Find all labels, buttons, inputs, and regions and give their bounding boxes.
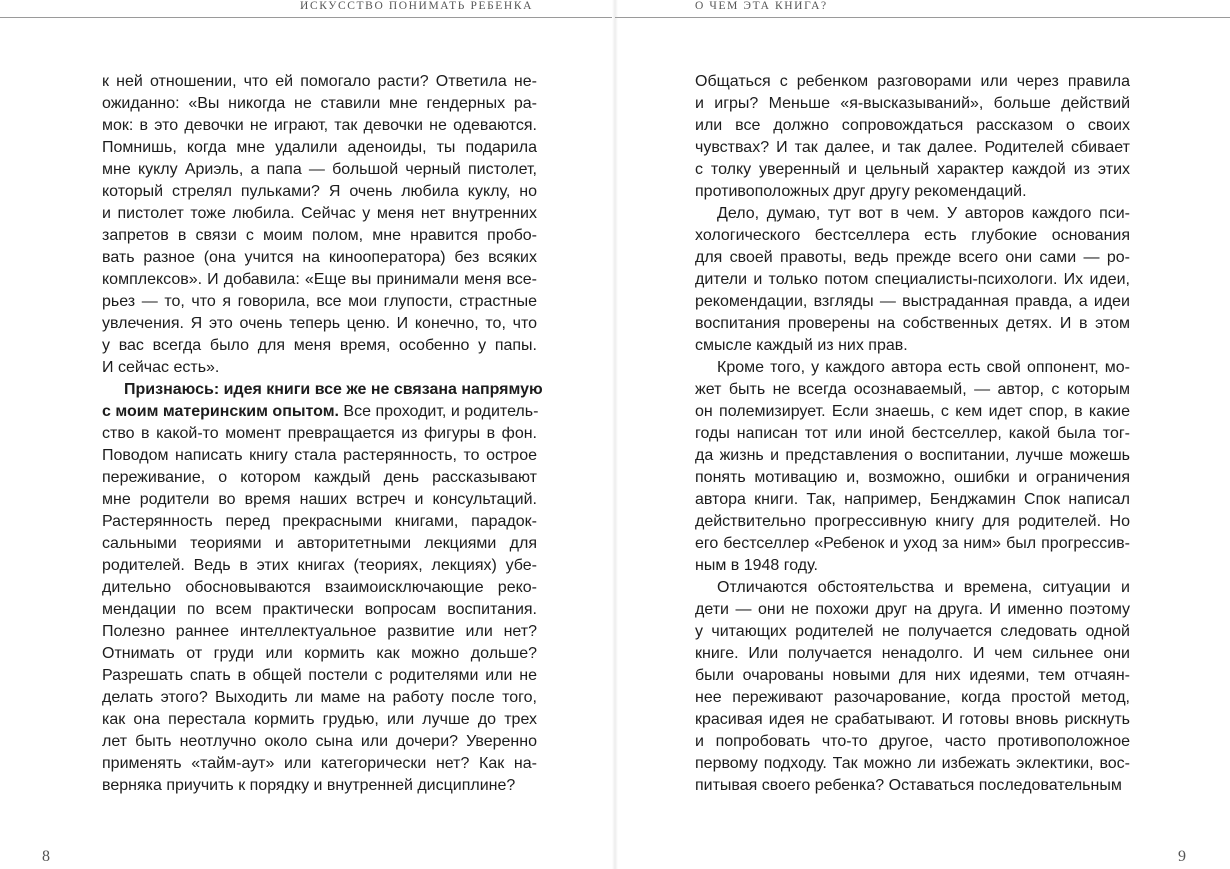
line-text: понять мотивацию и, возможно, ошибки и ограничения [695, 469, 1130, 486]
bold-text: с моим материнским опытом. [102, 403, 339, 420]
text-line [695, 731, 1130, 753]
text-line [102, 709, 537, 731]
line-text: чувствах? И так далее, и так далее. Родителей сбивает [695, 139, 1130, 156]
text-line [695, 423, 1130, 445]
line-text: питывая своего ребенка? Оставаться последовательным [695, 777, 1122, 794]
line-text: Помнишь, когда мне удалили аденоиды, ты подарила [102, 139, 537, 156]
text-line [102, 643, 537, 665]
line-text: рекомендации, взгляды — выстраданная правда, а идеи [695, 293, 1130, 310]
line-text: с толку уверенный и цельный характер каждой из этих [695, 161, 1130, 178]
line-text: и попробовать что-то другое, часто противоположное [695, 733, 1130, 750]
text-line [695, 159, 1130, 181]
right-page-text [695, 71, 1130, 797]
text-line [102, 731, 537, 753]
text-line [102, 313, 537, 335]
line-text: он полемизирует. Если знаешь, с кем идет спор, в какие [695, 403, 1130, 420]
text-line [102, 247, 537, 269]
line-text: у читающих родителей не получается следовать одной [695, 623, 1130, 640]
line-text: у вас всегда было для меня время, особенно у папы. [102, 337, 537, 354]
line-text: Кроме того, у каждого автора есть свой оппонент, мо- [717, 359, 1130, 376]
line-text: воспитания проверены на собственных детях. И в этом [695, 315, 1130, 332]
text-line [695, 313, 1130, 335]
text-line [695, 93, 1130, 115]
text-line [102, 225, 537, 247]
line-text: лет быть неотлучно около сына или дочери? Уверенно [102, 733, 537, 750]
line-text: мне куклу Ариэль, а папа — большой черный пистолет, [102, 161, 537, 178]
line-text: противоположных друг другу рекомендаций. [695, 183, 1027, 200]
text-line [102, 511, 537, 533]
text-line [102, 687, 537, 709]
line-text: верняка приучить к порядку и внутренней дисциплине? [102, 777, 516, 794]
text-line [695, 247, 1130, 269]
line-text: родителей. Ведь в этих книгах (теориях, лекциях) убе- [102, 557, 537, 574]
bold-text: Признаюсь: идея книги все же не связана напрямую [124, 381, 543, 398]
text-line [102, 401, 537, 423]
line-text: И сейчас есть». [102, 359, 220, 376]
text-line [102, 753, 537, 775]
text-line [102, 203, 537, 225]
text-line [695, 599, 1130, 621]
text-line [695, 709, 1130, 731]
text-line [695, 489, 1130, 511]
text-line [102, 665, 537, 687]
text-line [102, 775, 537, 797]
line-text: годы написан тот или иной бестселлер, какой была тог- [695, 425, 1130, 442]
line-text: да жизнь и представления о воспитании, лучше можешь [695, 447, 1130, 464]
line-text: хологического бестселлера есть глубокие основания [695, 227, 1130, 244]
text-line [695, 137, 1130, 159]
line-text: жет быть не всегда осознаваемый, — автор, с которым [695, 381, 1130, 398]
text-line [102, 357, 537, 379]
line-text: нее переживают разочарование, когда простой метод, [695, 689, 1130, 706]
text-line [695, 335, 1130, 357]
text-line [102, 423, 537, 445]
line-text: мне родители во время наших встреч и консультаций. [102, 491, 537, 508]
line-text: дети — они не похожи друг на друга. И именно поэтому [695, 601, 1130, 618]
page-number-left: 8 [42, 848, 50, 865]
text-line [102, 159, 537, 181]
line-text: к ней отношении, что ей помогало расти? Ответила не- [102, 73, 537, 90]
line-text: действительно прогрессивную книгу для родителей. Но [695, 513, 1130, 530]
line-text: Все проходит, и родитель- [338, 403, 539, 420]
text-line [695, 115, 1130, 137]
text-line [695, 555, 1130, 577]
text-line [695, 225, 1130, 247]
header-rule-left [0, 17, 614, 18]
text-line [102, 445, 537, 467]
text-line [695, 401, 1130, 423]
line-text: Общаться с ребенком разговорами или через правила [695, 73, 1130, 90]
line-text: красивая идея не срабатывают. И готовы вновь рискнуть [695, 711, 1130, 728]
line-text: рьез — то, что я говорила, все мои глупости, страстные [102, 293, 537, 310]
line-text: смысле каждый из них прав. [695, 337, 908, 354]
text-line [102, 93, 537, 115]
header-rule-right [615, 17, 1230, 18]
text-line [102, 269, 537, 291]
text-line [695, 71, 1130, 93]
line-text: Отнимать от груди или кормить как можно дольше? [102, 645, 537, 662]
text-line [102, 621, 537, 643]
text-line [102, 379, 543, 401]
line-text: мок: в это девочки не играют, так девочки не одеваются. [102, 117, 537, 134]
right-page [615, 0, 1230, 869]
text-line [695, 291, 1130, 313]
text-line [102, 467, 537, 489]
line-text: вать разное (она учится на кинооператора) без всяких [102, 249, 537, 266]
line-text: книге. Или получается ненадолго. И чем сильнее они [695, 645, 1130, 662]
text-line [102, 599, 537, 621]
text-line [695, 665, 1130, 687]
line-text: сальными теориями и авторитетными лекциями для [102, 535, 537, 552]
line-text: Дело, думаю, тут вот в чем. У авторов каждого пси- [717, 205, 1130, 222]
line-text: дительно обосновываются взаимоисключающие реко- [102, 579, 537, 596]
line-text: Полезно раннее интеллектуальное развитие или нет? [102, 623, 537, 640]
text-line [695, 445, 1130, 467]
line-text: ство в какой-то момент превращается из фигуры в фон. [102, 425, 537, 442]
text-line [695, 687, 1130, 709]
line-text: автора книги. Так, например, Бенджамин Спок написал [695, 491, 1130, 508]
line-text: и игры? Меньше «я-высказываний», больше действий [695, 95, 1130, 112]
line-text: Растерянность перед прекрасными книгами, парадок- [102, 513, 537, 530]
line-text: для своей правоты, ведь прежде всего они сами — ро- [695, 249, 1130, 266]
text-line [102, 291, 537, 313]
text-line [695, 511, 1130, 533]
text-line [695, 181, 1130, 203]
line-text: ожиданно: «Вы никогда не ставили мне гендерных ра- [102, 95, 537, 112]
line-text: Отличаются обстоятельства и времена, ситуации и [717, 579, 1130, 596]
text-line [102, 335, 537, 357]
text-line [695, 643, 1130, 665]
text-line [695, 753, 1130, 775]
left-page-text [102, 71, 543, 797]
text-line [695, 621, 1130, 643]
line-text: Разрешать спать в общей постели с родителями или не [102, 667, 537, 684]
text-line [102, 137, 537, 159]
line-text: делать этого? Выходить ли маме на работу после того, [102, 689, 537, 706]
running-head-left: ИСКУССТВО ПОНИМАТЬ РЕБЕНКА [300, 0, 533, 12]
text-line [695, 379, 1130, 401]
text-line [102, 489, 537, 511]
line-text: комплексов». И добавила: «Еще вы принимали меня все- [102, 271, 537, 288]
line-text: запретов в связи с моим полом, мне нравится пробо- [102, 227, 537, 244]
running-head-right: О ЧЕМ ЭТА КНИГА? [695, 0, 828, 12]
line-text: Поводом написать книгу стала растерянность, то острое [102, 447, 537, 464]
line-text: дители и только потом специалисты-психологи. Их идеи, [695, 271, 1130, 288]
text-line [102, 181, 537, 203]
line-text: применять «тайм-аут» или категорически нет? Как на- [102, 755, 537, 772]
text-line [695, 357, 1130, 379]
line-text: первому подходу. Так можно ли избежать эклектики, вос- [695, 755, 1130, 772]
text-line [695, 577, 1130, 599]
line-text: или все должно сопровождаться рассказом о своих [695, 117, 1130, 134]
line-text: и пистолет тоже любила. Сейчас у меня нет внутренних [102, 205, 537, 222]
line-text: переживание, о котором каждый день рассказывают [102, 469, 537, 486]
text-line [102, 71, 537, 93]
text-line [102, 577, 537, 599]
line-text: мендации по всем практически вопросам воспитания. [102, 601, 537, 618]
line-text: увлечения. Я это очень теперь ценю. И конечно, то, что [102, 315, 537, 332]
text-line [102, 533, 537, 555]
text-line [695, 533, 1130, 555]
text-line [695, 467, 1130, 489]
line-text: были очарованы новыми для них идеями, тем отчаян- [695, 667, 1130, 684]
line-text: как она перестала кормить грудью, или лучше до трех [102, 711, 537, 728]
line-text: который стрелял пульками? Я очень любила куклу, но [102, 183, 537, 200]
text-line [695, 269, 1130, 291]
text-line [102, 115, 537, 137]
text-line [695, 775, 1130, 797]
text-line [695, 203, 1130, 225]
page-number-right: 9 [1178, 848, 1186, 865]
text-line [102, 555, 537, 577]
line-text: его бестселлер «Ребенок и уход за ним» был прогрессив- [695, 535, 1130, 552]
line-text: ным в 1948 году. [695, 557, 818, 574]
